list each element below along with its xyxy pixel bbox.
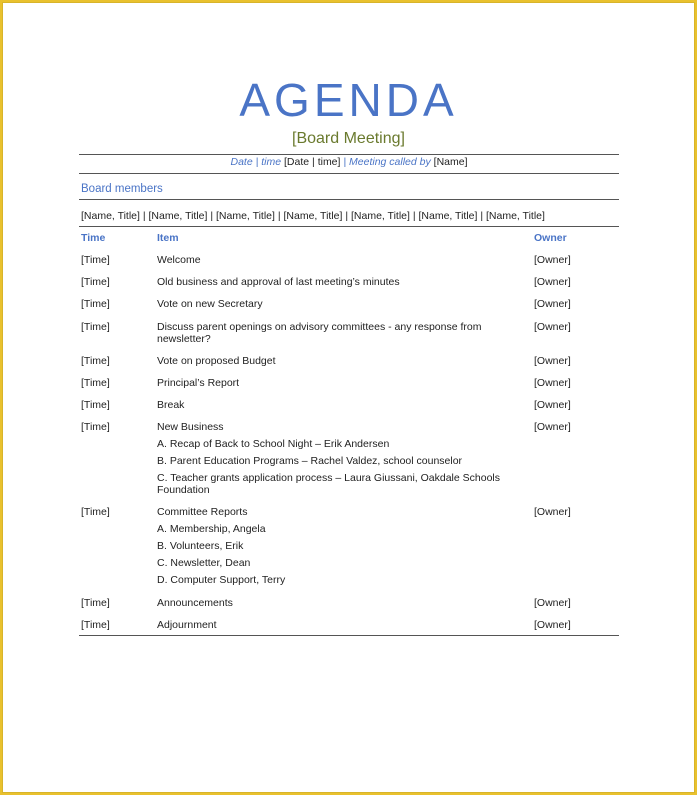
row-item-title: Vote on new Secretary: [157, 298, 263, 310]
row-time: [Time]: [81, 355, 110, 367]
row-item-title: Adjournment: [157, 619, 217, 631]
divider: [79, 199, 619, 200]
meeting-subtitle: [Board Meeting]: [292, 130, 405, 147]
board-members-label: Board members: [81, 183, 163, 195]
row-item-title: Committee Reports: [157, 506, 248, 518]
row-owner: [Owner]: [534, 399, 571, 411]
row-subitem: A. Membership, Angela: [157, 523, 266, 535]
date-value: [Date: [284, 156, 310, 168]
row-subitem: C. Newsletter, Dean: [157, 557, 251, 569]
row-item: [157, 321, 517, 345]
divider: [79, 154, 619, 155]
divider: [79, 173, 619, 174]
row-time: [Time]: [81, 254, 110, 266]
row-owner: [Owner]: [534, 254, 571, 266]
row-subitem: C. Teacher grants application process – Laura Giussani, Oakdale Schools Foundation: [157, 472, 500, 496]
separator: |: [309, 156, 318, 168]
row-time: [Time]: [81, 298, 110, 310]
row-item: [157, 276, 517, 288]
row-item-title: New Business: [157, 421, 224, 433]
separator: |: [340, 156, 350, 168]
board-members-list: [Name, Title] | [Name, Title] | [Name, Title] | [Name, Title] | [Name, Title] | [Name, Title] | [Name, Title]: [81, 210, 545, 222]
row-item-title: Welcome: [157, 254, 201, 266]
row-item: [157, 597, 517, 609]
row-item: [157, 421, 517, 496]
row-time: [Time]: [81, 321, 110, 333]
row-owner: [Owner]: [534, 619, 571, 631]
row-subitem: B. Parent Education Programs – Rachel Valdez, school counselor: [157, 455, 463, 467]
row-item-title: Discuss parent openings on advisory committees - any response from newsletter?: [157, 321, 482, 345]
row-item: [157, 399, 517, 411]
row-item: [157, 355, 517, 367]
row-subitem: B. Volunteers, Erik: [157, 540, 244, 552]
row-item: [157, 254, 517, 266]
row-owner: [Owner]: [534, 355, 571, 367]
row-owner: [Owner]: [534, 276, 571, 288]
row-owner: [Owner]: [534, 506, 571, 518]
row-time: [Time]: [81, 597, 110, 609]
row-owner: [Owner]: [534, 421, 571, 433]
row-subitem: D. Computer Support, Terry: [157, 574, 286, 586]
divider: [79, 226, 619, 227]
row-owner: [Owner]: [534, 597, 571, 609]
document-page: [2, 2, 695, 793]
time-value: time]: [317, 156, 341, 168]
row-time: [Time]: [81, 421, 110, 433]
row-time: [Time]: [81, 399, 110, 411]
row-item: [157, 298, 517, 310]
row-subitem: A. Recap of Back to School Night – Erik Andersen: [157, 438, 390, 450]
row-owner: [Owner]: [534, 298, 571, 310]
separator: |: [252, 156, 262, 168]
row-time: [Time]: [81, 377, 110, 389]
row-item-title: Vote on proposed Budget: [157, 355, 276, 367]
called-by-label: Meeting called by: [349, 156, 431, 168]
time-label: time: [261, 156, 282, 168]
row-item-title: Announcements: [157, 597, 233, 609]
page-title: AGENDA: [239, 74, 458, 126]
row-time: [Time]: [81, 619, 110, 631]
column-header-owner: Owner: [534, 232, 567, 244]
column-header-item: Item: [157, 232, 179, 244]
row-item: [157, 377, 517, 389]
row-owner: [Owner]: [534, 321, 571, 333]
row-item-title: Old business and approval of last meeting’s minutes: [157, 276, 400, 288]
table-bottom-rule: [79, 635, 619, 636]
row-owner: [Owner]: [534, 377, 571, 389]
date-label: Date: [230, 156, 253, 168]
row-item-title: Break: [157, 399, 185, 411]
column-header-time: Time: [81, 232, 106, 244]
row-time: [Time]: [81, 276, 110, 288]
meeting-meta-line: [79, 156, 619, 168]
called-by-value: [Name]: [430, 156, 468, 168]
row-time: [Time]: [81, 506, 110, 518]
row-item: [157, 619, 517, 631]
row-item-title: Principal’s Report: [157, 377, 240, 389]
row-item: [157, 506, 517, 586]
